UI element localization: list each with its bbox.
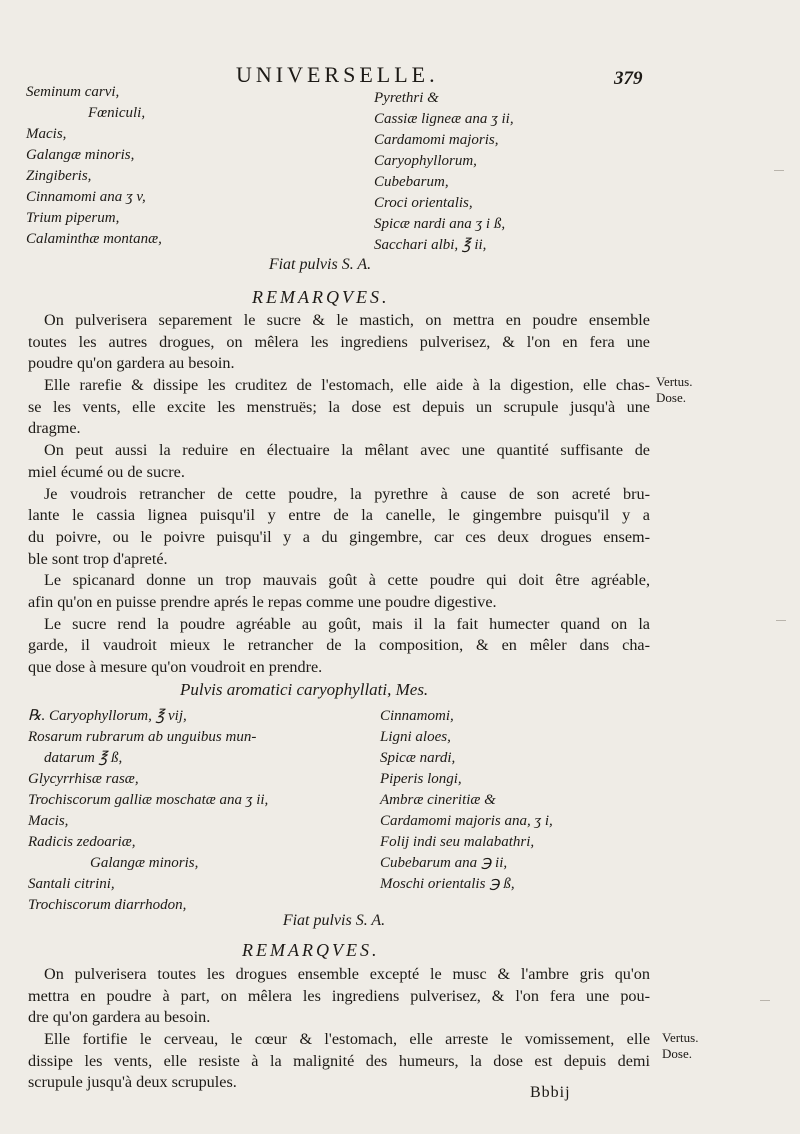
ingredient: Cardamomi majoris, [374, 132, 499, 148]
remarques-heading-1: REMARQVES. [252, 287, 390, 307]
ingredient: Cassiæ ligneæ ana ʒ ii, [374, 111, 514, 127]
text-line: Elle fortifie le cerveau, le cœur & l'estomach, elle arreste le vomissement, elle [44, 1030, 650, 1049]
recipe2-right-column [380, 706, 553, 895]
text-line: lante le cassia lignea puisqu'il y entre de la canelle, le gingembre puisqu'il y a [28, 506, 650, 525]
remarques-text-1 [28, 310, 650, 679]
ingredient: Glycyrrhisæ rasæ, [28, 771, 139, 787]
margin-tick [760, 1000, 770, 1001]
text-line: mettra en poudre à part, on mêlera les ingrediens pulverisez, & l'on fera une pou- [28, 986, 650, 1005]
ingredient: Croci orientalis, [374, 195, 473, 211]
ingredient: Spicæ nardi ana ʒ i ß, [374, 216, 506, 232]
text-line: Le sucre rend la poudre agréable au goût, mais il la fait humecter quand on la [44, 614, 650, 633]
ingredient: Zingiberis, [26, 168, 92, 184]
ingredient: Fœniculi, [88, 105, 146, 121]
text-line: ble sont trop d'apreté. [28, 549, 168, 568]
text-line: dissipe les vents, elle resiste à la malignité des humeurs, la dose est depuis demi [28, 1051, 650, 1070]
ingredient: Cardamomi majoris ana, ʒ i, [380, 813, 553, 829]
ingredient: Pyrethri & [374, 90, 439, 106]
text-line: On peut aussi la reduire en électuaire la mêlant avec une quantité suffisante de [44, 441, 650, 460]
ingredient: Spicæ nardi, [380, 750, 456, 766]
ingredient: Galangæ minoris, [26, 147, 135, 163]
text-line: que dose à mesure qu'on voudroit en prendre. [28, 658, 323, 676]
text-line: toutes les autres drogues, on mêlera les ingrediens pulverisez, & l'on en fera une [28, 332, 650, 351]
ingredient: Santali citrini, [28, 876, 115, 892]
ingredient: Cubebarum, [374, 174, 449, 190]
text-line: dre qu'on gardera au besoin. [28, 1008, 211, 1027]
recipe1-right-column [374, 88, 514, 256]
remarques-text-2 [28, 964, 650, 1094]
text-line: garde, il vaudroit mieux le retrancher de la composition, & en mêler dans cha- [28, 636, 650, 655]
ingredient: Cubebarum ana ℈ ii, [380, 855, 508, 871]
text-line: On pulverisera toutes les drogues ensemble excepté le musc & l'ambre gris qu'on [44, 965, 650, 983]
ingredient: ℞. Caryophyllorum, ℥ vij, [28, 708, 187, 724]
recipe2-left-column [28, 706, 268, 916]
text-line: se les vents, elle excite les menstruës; la dose est depuis un scrupule jusqu'à une [28, 397, 650, 416]
ingredient: Macis, [28, 813, 69, 829]
text-line: scrupule jusqu'à deux scrupules. [28, 1073, 237, 1092]
ingredient: Galangæ minoris, [90, 855, 199, 871]
margin-vertus: Vertus. [656, 374, 693, 389]
margin-tick [774, 170, 784, 171]
signature-mark: Bbbij [530, 1084, 571, 1101]
fiat-pulvis-2: Fiat pulvis S. A. [282, 912, 386, 929]
fiat-pulvis-1: Fiat pulvis S. A. [268, 256, 372, 273]
running-title: UNIVERSELLE. [236, 62, 439, 87]
recipe1-left-column [26, 82, 162, 250]
ingredient: Caryophyllorum, [374, 153, 477, 169]
ingredient: Macis, [26, 126, 67, 142]
ingredient: Ligni aloes, [380, 729, 451, 745]
ingredient: Folij indi seu malabathri, [380, 834, 535, 850]
page-number: 379 [614, 68, 643, 89]
margin-tick [776, 620, 786, 621]
ingredient: Trochiscorum diarrhodon, [28, 897, 187, 913]
margin-note-2 [662, 1030, 698, 1062]
ingredient: Trochiscorum galliæ moschatæ ana ʒ ii, [28, 792, 269, 808]
text-line: poudre qu'on gardera au besoin. [28, 354, 235, 373]
text-line: du poivre, ou le poivre puisqu'il y a du gingembre, car ces deux drogues ensem- [28, 527, 650, 546]
text-line: miel écumé ou de sucre. [28, 462, 185, 481]
ingredient: Moschi orientalis ℈ ß, [380, 876, 515, 892]
text-line: dragme. [28, 419, 81, 438]
ingredient: Calaminthæ montanæ, [26, 231, 162, 247]
ingredient: Cinnamomi ana ʒ v, [26, 189, 146, 205]
ingredient: Rosarum rubrarum ab unguibus mun- [28, 729, 257, 745]
formula-title: Pulvis aromatici caryophyllati, Mes. [180, 680, 429, 699]
ingredient: Seminum carvi, [26, 84, 120, 100]
ingredient: Cinnamomi, [380, 708, 454, 724]
ingredient: Radicis zedoariæ, [28, 834, 136, 850]
text-line: Je voudrois retrancher de cette poudre, la pyrethre à cause de son acreté bru- [44, 484, 650, 503]
margin-vertus: Vertus. [662, 1030, 699, 1045]
ingredient: Ambræ cineritiæ & [380, 792, 496, 808]
ingredient: Trium piperum, [26, 210, 120, 226]
text-line: Le spicanard donne un trop mauvais goût à cette poudre qui doit être agréable, [44, 571, 650, 590]
remarques-heading-2: REMARQVES. [242, 940, 380, 960]
margin-dose: Dose. [662, 1046, 692, 1061]
ingredient: Sacchari albi, ℥ ii, [374, 237, 487, 253]
text-line: On pulverisera separement le sucre & le mastich, on mettra en poudre ensemble [44, 311, 650, 329]
text-line: afin qu'on en puisse prendre aprés le repas comme une poudre digestive. [28, 592, 497, 611]
margin-dose: Dose. [656, 390, 686, 405]
margin-note-1 [656, 374, 692, 406]
ingredient: datarum ℥ ß, [44, 750, 123, 766]
ingredient: Piperis longi, [380, 771, 462, 787]
text-line: Elle rarefie & dissipe les cruditez de l'estomach, elle aide à la digestion, elle chas- [44, 376, 650, 395]
